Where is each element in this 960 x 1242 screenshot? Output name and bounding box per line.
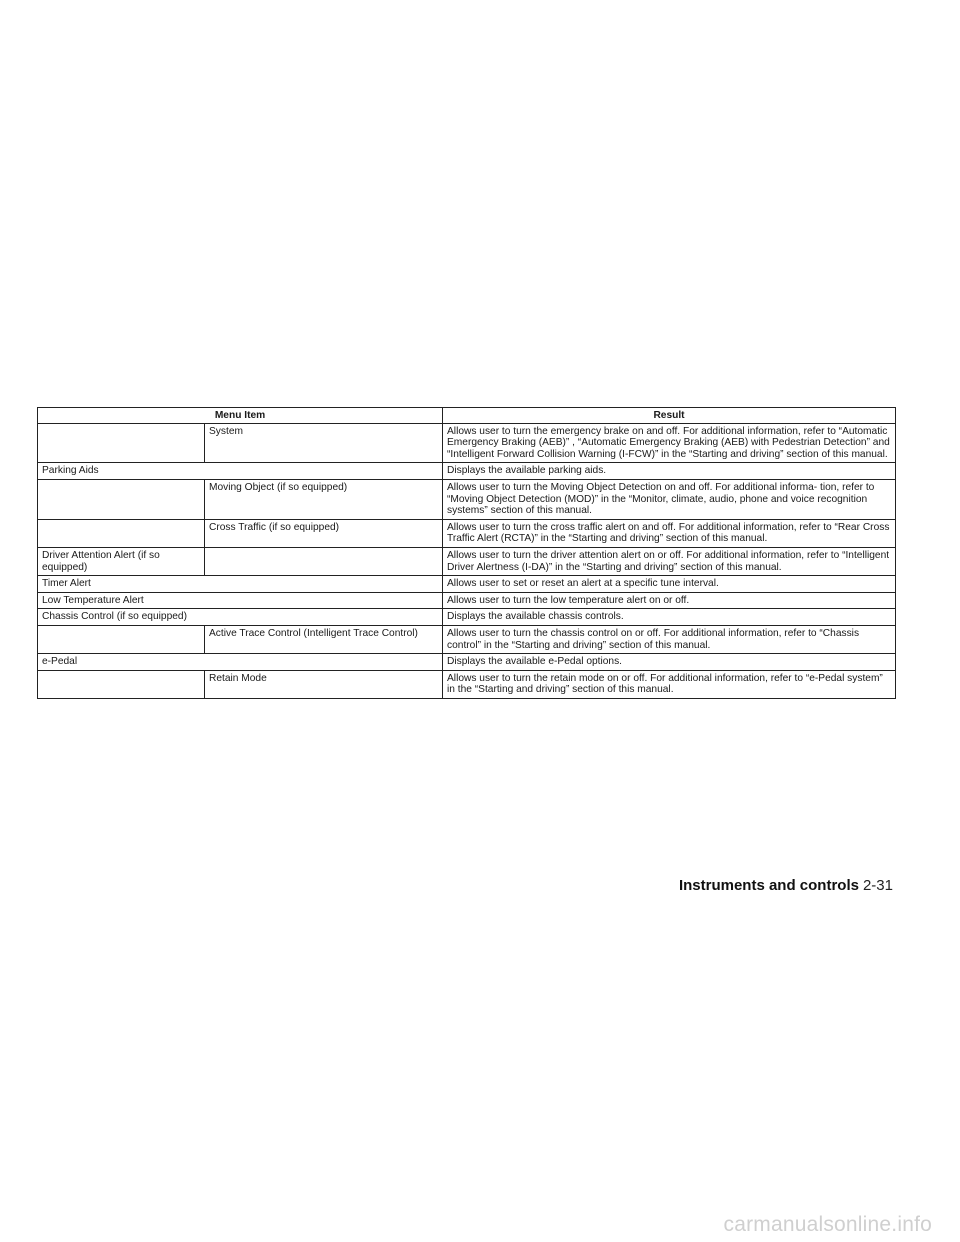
menu-item-cell: Parking Aids: [38, 463, 443, 480]
menu-item-cell: Driver Attention Alert (if so equipped): [38, 547, 205, 575]
submenu-item-cell: Retain Mode: [205, 670, 443, 698]
result-cell: Allows user to turn the cross traffic alert on and off. For additional information, refer to “Rear Cross Traffic Alert (RCTA)” in the “Starting and driving” section of this manual.: [443, 519, 896, 547]
table-row: [38, 576, 896, 593]
table-row: [38, 654, 896, 671]
menu-item-cell: [38, 519, 205, 547]
submenu-item-cell: Moving Object (if so equipped): [205, 479, 443, 519]
submenu-item-cell: Cross Traffic (if so equipped): [205, 519, 443, 547]
menu-item-cell: [38, 670, 205, 698]
result-cell: Allows user to turn the retain mode on or off. For additional information, refer to “e-Pedal system” in the “Starting and driving” section of this manual.: [443, 670, 896, 698]
result-cell: Displays the available parking aids.: [443, 463, 896, 480]
table-row: [38, 519, 896, 547]
menu-item-cell: [38, 625, 205, 653]
table-row: [38, 479, 896, 519]
table-row: [38, 609, 896, 626]
submenu-item-cell: Active Trace Control (Intelligent Trace Control): [205, 625, 443, 653]
submenu-item-cell: [205, 547, 443, 575]
header-menu-item: Menu Item: [38, 408, 443, 424]
result-cell: Allows user to turn the driver attention alert on or off. For additional information, refer to “Intelligent Driver Alertness (I-DA)” in the “Starting and driving” section of this manual.: [443, 547, 896, 575]
result-cell: Allows user to turn the emergency brake on and off. For additional information, refer to “Automatic Emergency Braking (AEB)” , “Automatic Emergency Braking (AEB) with Pedestrian Detection” and “Intelligent Forward Collision Warning (I-FCW)” in the “Starting and driving” section of this manual.: [443, 423, 896, 463]
result-cell: Displays the available e-Pedal options.: [443, 654, 896, 671]
table-row: [38, 423, 896, 463]
result-cell: Allows user to turn the low temperature alert on or off.: [443, 592, 896, 609]
table-row: [38, 625, 896, 653]
result-cell: Allows user to set or reset an alert at a specific tune interval.: [443, 576, 896, 593]
submenu-item-cell: System: [205, 423, 443, 463]
menu-item-table: [37, 407, 896, 699]
table-row: [38, 670, 896, 698]
footer-section-title: Instruments and controls: [678, 877, 859, 894]
footer-page-number: 2-31: [862, 877, 893, 894]
page-footer: [679, 876, 893, 896]
menu-item-cell: e-Pedal: [38, 654, 443, 671]
menu-item-cell: Timer Alert: [38, 576, 443, 593]
result-cell: Allows user to turn the Moving Object Detection on and off. For additional informa- tion, refer to “Moving Object Detection (MOD)” in the “Monitor, climate, audio, phone and voice recognition systems” section of this manual.: [443, 479, 896, 519]
header-result: Result: [443, 408, 896, 424]
menu-item-cell: Chassis Control (if so equipped): [38, 609, 443, 626]
table-header-row: [38, 408, 896, 424]
result-cell: Allows user to turn the chassis control on or off. For additional information, refer to “Chassis control” in the “Starting and driving” section of this manual.: [443, 625, 896, 653]
menu-item-cell: [38, 479, 205, 519]
menu-item-cell: Low Temperature Alert: [38, 592, 443, 609]
table-row: [38, 547, 896, 575]
table-row: [38, 463, 896, 480]
watermark: carmanualsonline.info: [723, 1213, 932, 1236]
table-row: [38, 592, 896, 609]
result-cell: Displays the available chassis controls.: [443, 609, 896, 626]
menu-item-cell: [38, 423, 205, 463]
